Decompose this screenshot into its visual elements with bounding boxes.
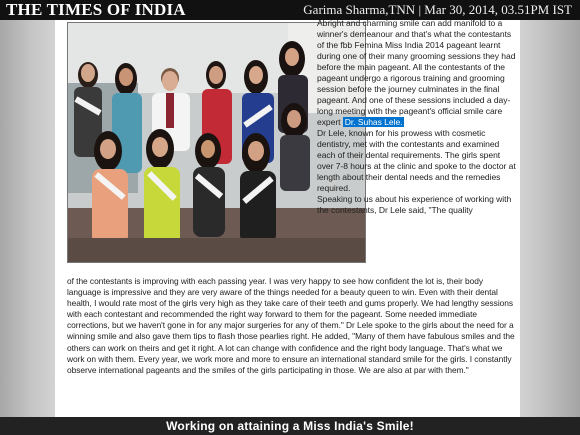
paragraph-text: Abright and charming smile can add manifold to a winner's demeanour and that's what the contestants of the fbb Femina Miss India 2014 pageant learnt during one of their many grooming sessions they had before the main pageant. All the contestants of the pageant undergo a rigorous training and grooming session before the journey culminates in the final pageant. And one of these sessions included a day-long meeting with the pageant's official smile care expert	[317, 18, 516, 127]
article-clipping	[55, 20, 520, 417]
paragraph: Speaking to us about his experience of working with the contestants, Dr Lele said, "The quality	[317, 194, 512, 215]
caption-bar	[0, 417, 580, 435]
background-right-edge	[520, 20, 580, 417]
image-caption: Working on attaining a Miss India's Smile!	[166, 419, 414, 433]
background-left-edge	[0, 20, 55, 417]
paragraph: Dr Lele, known for his prowess with cosmetic dentistry, met with the contestants and examined each of their dental requirements. The girls spent over 7-8 hours at the clinic and spoke to the doctor at length about their dental needs and the remedies required.	[317, 128, 516, 193]
paragraph	[317, 18, 517, 128]
byline: Garima Sharma,TNN | Mar 30, 2014, 03.51PM IST	[303, 2, 572, 17]
article-text-bottom: of the contestants is improving with each passing year. I was very happy to see how confident the lot is, their body language is impressive and they are very aware of the things needed for a beauty queen to win. Even with their dental health, I would rate most of the girls very high as they take care of their teeth and gums properly. We had lengthy sessions with each contestant and recommended the right way forward to them for the pageant. Some needed immediate corrections, but we haven't gone in for any major surgeries for any of them." Dr Lele spoke to the girls about the need for a winning smile and also gave them tips to flash those pearlies right. He added, "Many of them have fabulous smiles and the others can work on theirs and get it right. A lot can change with confidence and the right body language. That's what we work on with them. Every year, we work more and more to ensure an international standard smile for the girls. I constantly observe international pageants and the smiles of the girls participating in those. We are also at par with them."	[67, 276, 515, 375]
article-text-right	[317, 18, 517, 216]
newspaper-header	[0, 0, 580, 20]
doctor-name-link[interactable]: Dr. Suhas Lele.	[344, 117, 403, 127]
masthead-logo: THE TIMES OF INDIA	[6, 0, 186, 19]
